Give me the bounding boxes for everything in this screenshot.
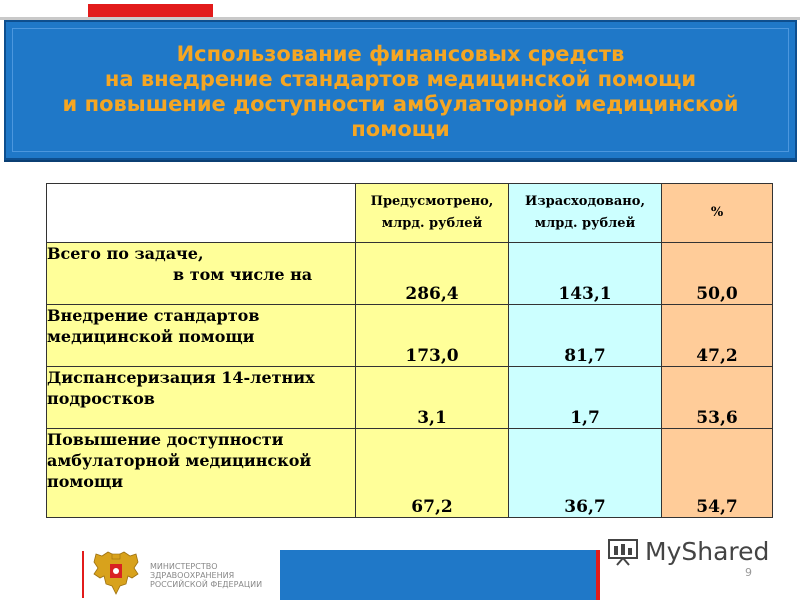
- ministry-line-2: ЗДРАВООХРАНЕНИЯ: [150, 571, 235, 580]
- title-line-1: Использование финансовых средств: [176, 42, 625, 66]
- title-line-2: на внедрение стандартов медицинской помощи: [104, 67, 697, 91]
- row-label-total: [47, 243, 356, 305]
- cell-planned: 67,2: [356, 429, 509, 518]
- table-row: [47, 243, 773, 305]
- table-row: [47, 429, 773, 518]
- ministry-caption: [150, 562, 262, 589]
- finance-table: [46, 183, 773, 518]
- cell-spent: 143,1: [509, 243, 662, 305]
- title-line-4: помощи: [351, 117, 450, 141]
- cell-planned: 3,1: [356, 367, 509, 429]
- cell-percent: 54,7: [662, 429, 773, 518]
- header-percent: %: [662, 184, 773, 243]
- table-header-row: [47, 184, 773, 243]
- presentation-board-icon: [607, 538, 639, 566]
- table-row: [47, 367, 773, 429]
- cell-spent: 1,7: [509, 367, 662, 429]
- row-label: Повышение доступности амбулаторной медицинской помощи: [47, 429, 356, 518]
- top-red-accent: [88, 4, 213, 17]
- row-label-total-line2: в том числе на: [173, 265, 313, 284]
- header-blank: [47, 184, 356, 243]
- page-number: 9: [745, 566, 752, 579]
- row-label: Внедрение стандартов медицинской помощи: [47, 305, 356, 367]
- slide-title: [16, 42, 785, 142]
- header-planned: Предусмотрено, млрд. рублей: [356, 184, 509, 243]
- footer-red-line: [82, 551, 84, 598]
- table-row: [47, 305, 773, 367]
- title-line-3: и повышение доступности амбулаторной медицинской: [62, 92, 739, 116]
- cell-planned: 286,4: [356, 243, 509, 305]
- cell-percent: 50,0: [662, 243, 773, 305]
- cell-planned: 173,0: [356, 305, 509, 367]
- header-spent: Израсходовано, млрд. рублей: [509, 184, 662, 243]
- row-label: Диспансеризация 14-летних подростков: [47, 367, 356, 429]
- ministry-line-3: РОССИЙСКОЙ ФЕДЕРАЦИИ: [150, 580, 263, 589]
- cell-spent: 36,7: [509, 429, 662, 518]
- cell-spent: 81,7: [509, 305, 662, 367]
- cell-percent: 47,2: [662, 305, 773, 367]
- footer-blue-bar: [280, 550, 596, 600]
- double-headed-eagle-emblem-icon: [90, 550, 142, 598]
- row-label-total-line1: Всего по задаче,: [47, 244, 204, 263]
- footer-red-bar: [596, 550, 600, 600]
- title-banner: [4, 20, 797, 160]
- logo-text: MyShared: [645, 537, 770, 566]
- ministry-line-1: МИНИСТЕРСТВО: [150, 562, 218, 571]
- myshared-logo[interactable]: [607, 537, 769, 566]
- cell-percent: 53,6: [662, 367, 773, 429]
